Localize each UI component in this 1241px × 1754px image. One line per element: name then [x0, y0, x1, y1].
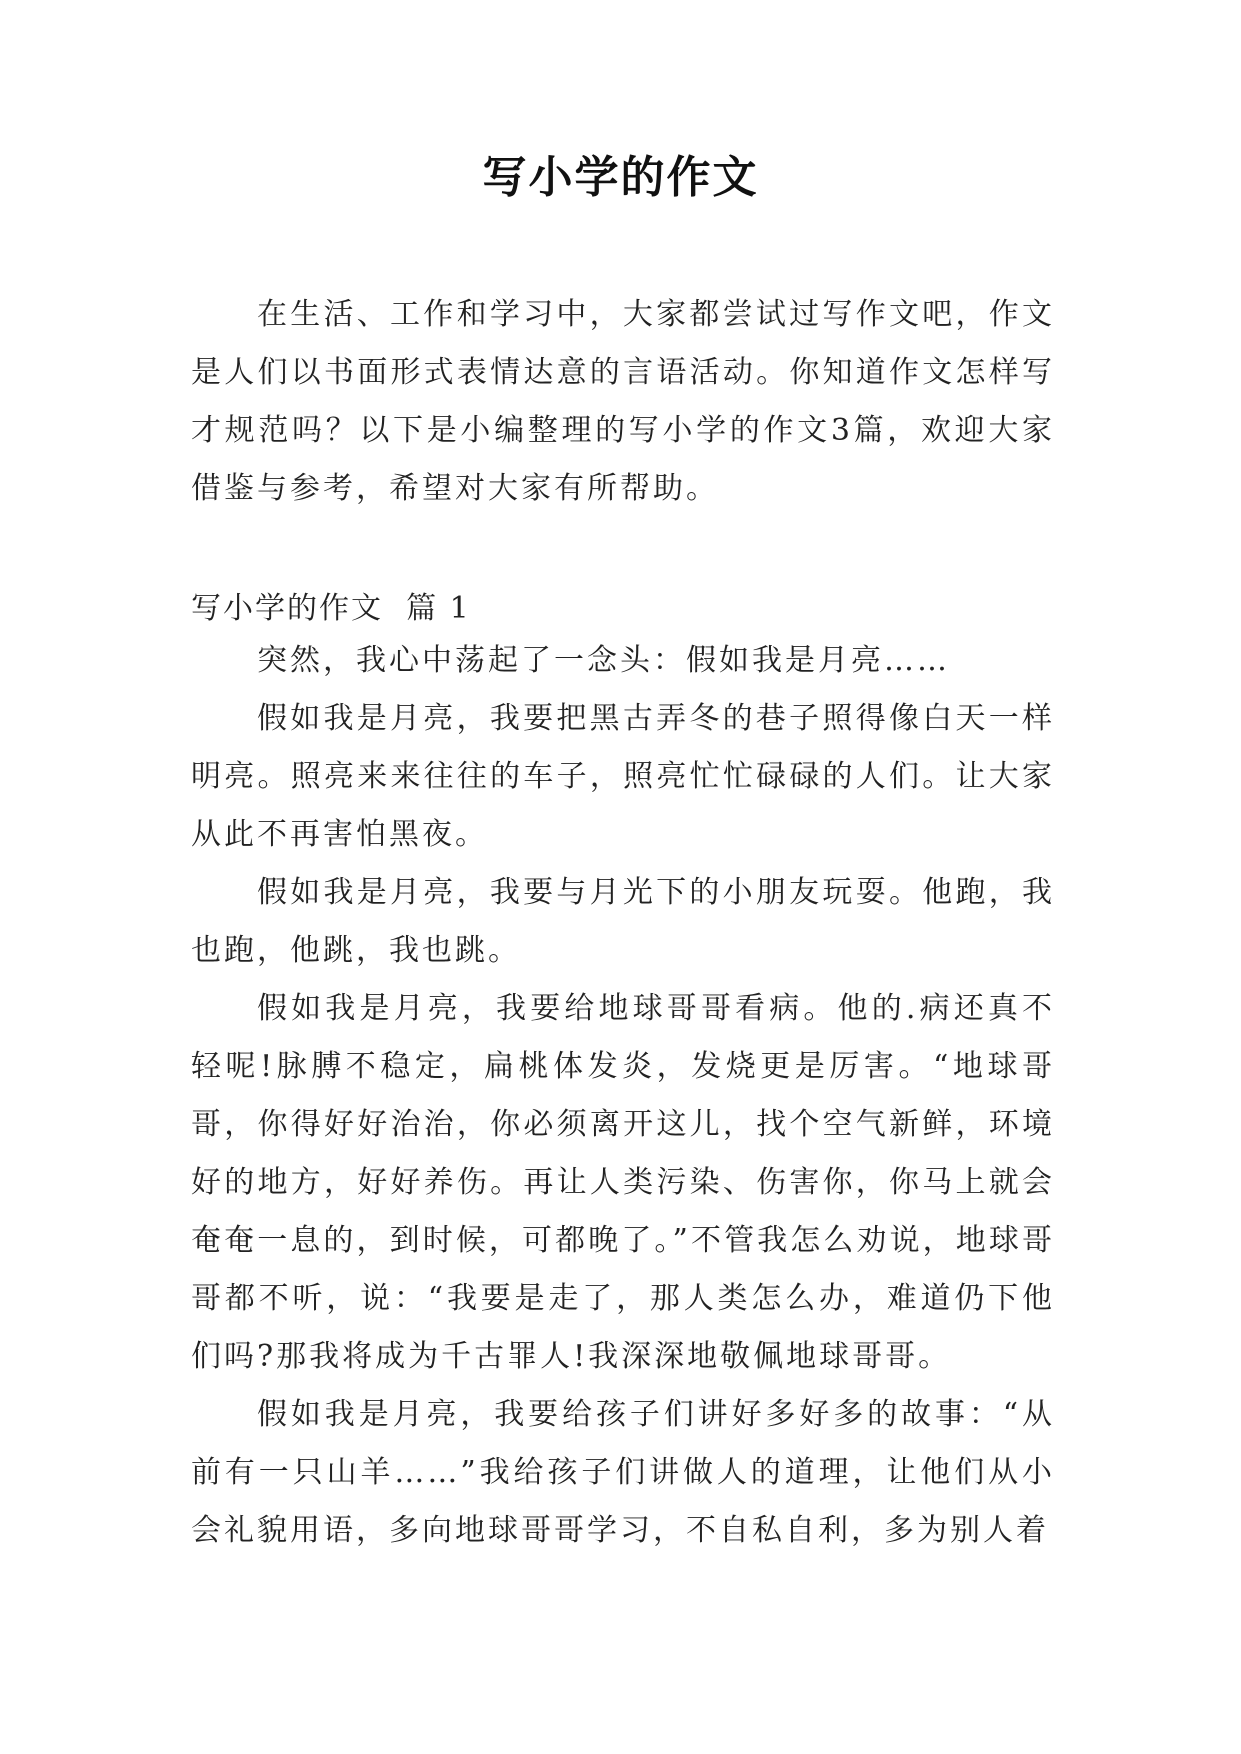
article-paragraph: 假如我是月亮，我要给地球哥哥看病。他的.病还真不轻呢!脉膊不稳定，扁桃体发炎，发烧更是厉害。“地球哥哥，你得好好治治，你必须离开这儿，找个空气新鲜，环境好的地方，好好养伤。再让人类污染、伤害你，你马上就会奄奄一息的，到时候，可都晚了。”不管我怎么劝说，地球哥哥都不听，说：“我要是走了，那人类怎么办，难道仍下他们吗?那我将成为千古罪人!我深深地敬佩地球哥哥。	[191, 991, 1055, 1374]
section-heading: 写小学的作文 篇 1	[191, 591, 471, 626]
document-title: 写小学的作文	[482, 152, 759, 203]
article-body	[191, 632, 1055, 1560]
article-paragraph: 假如我是月亮，我要给孩子们讲好多好多的故事：“从前有一只山羊……”我给孩子们讲做人的道理，让他们从小会礼貌用语，多向地球哥哥学习，不自私自利，多为别人着	[191, 1397, 1055, 1548]
article-paragraph: 突然，我心中荡起了一念头：假如我是月亮……	[257, 643, 950, 678]
article-paragraph: 假如我是月亮，我要与月光下的小朋友玩耍。他跑，我也跑，他跳，我也跳。	[191, 875, 1055, 968]
article-paragraph: 假如我是月亮，我要把黑古弄冬的巷子照得像白天一样明亮。照亮来来往往的车子，照亮忙忙碌碌的人们。让大家从此不再害怕黑夜。	[191, 701, 1055, 852]
intro-section	[191, 286, 1055, 518]
intro-paragraph: 在生活、工作和学习中，大家都尝试过写作文吧，作文是人们以书面形式表情达意的言语活动。你知道作文怎样写才规范吗？以下是小编整理的写小学的作文3篇，欢迎大家借鉴与参考，希望对大家有所帮助。	[191, 297, 1055, 506]
